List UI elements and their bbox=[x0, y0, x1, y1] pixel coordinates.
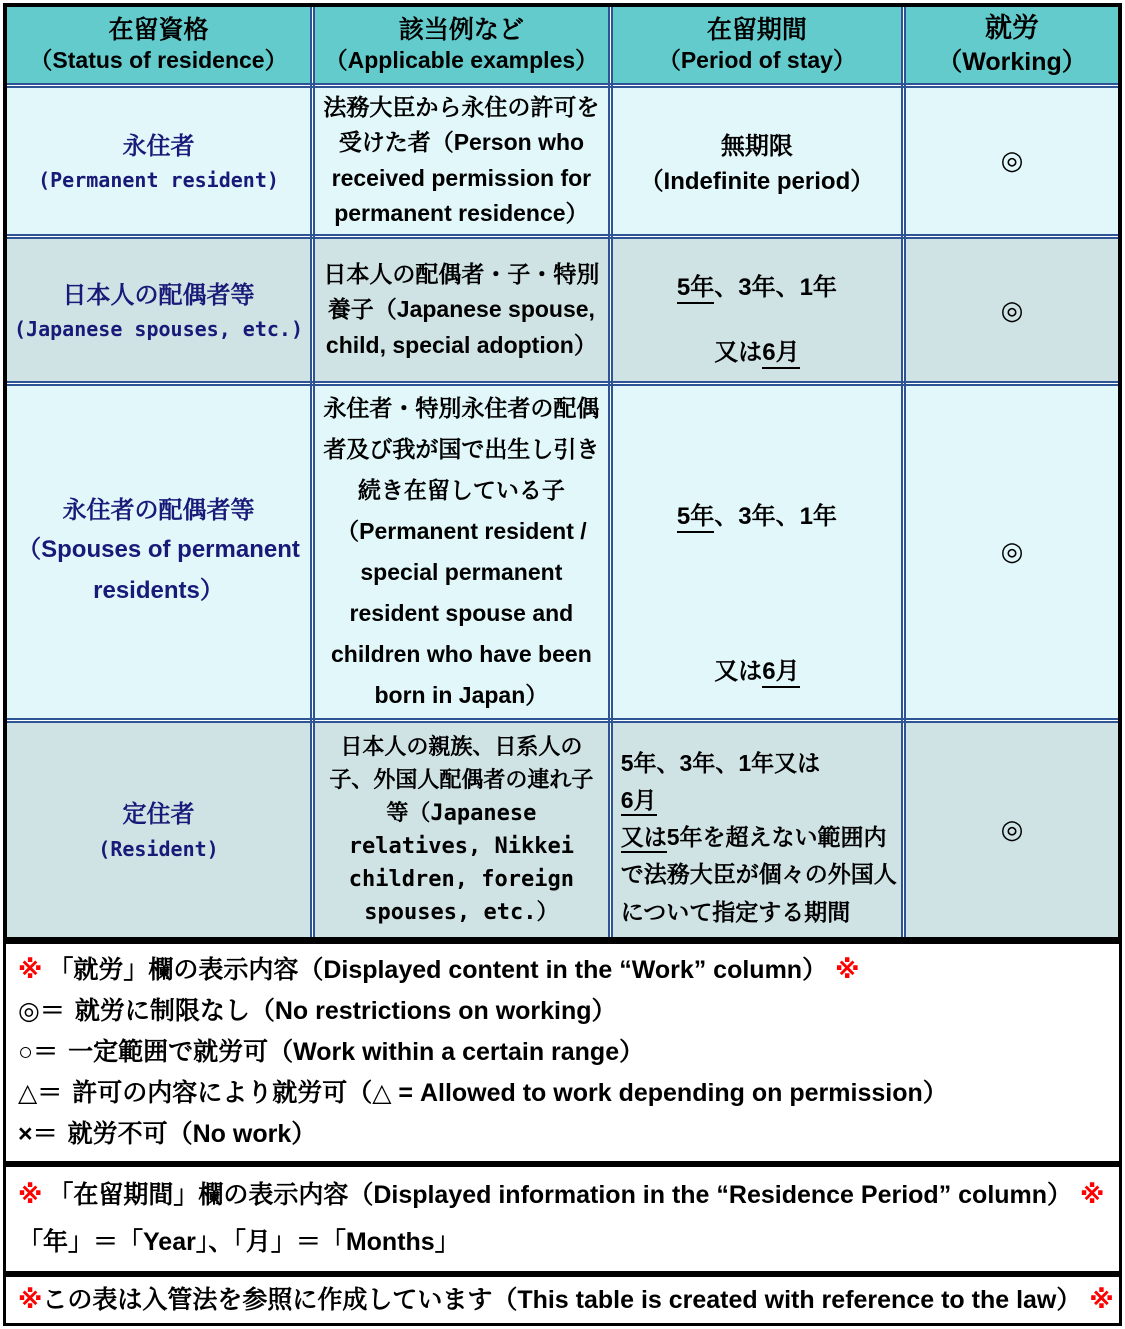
col-header-status bbox=[7, 7, 313, 85]
residence-status-table bbox=[3, 3, 1122, 941]
period-line bbox=[714, 332, 799, 367]
cell-working: ◎ bbox=[904, 85, 1118, 237]
row-permanent-resident bbox=[7, 85, 1118, 237]
header-status-en: （Status of residence） bbox=[29, 47, 288, 74]
cell-period bbox=[610, 720, 903, 937]
legend-item-triangle bbox=[18, 1073, 1107, 1114]
row-resident bbox=[7, 720, 1118, 937]
header-examples-ja: 該当例など bbox=[398, 15, 524, 44]
period-legend-title-text: 「在留期間」欄の表示内容（Displayed information in the “Residence Period” column） bbox=[48, 1180, 1073, 1209]
period-line: 無期限 bbox=[720, 132, 793, 160]
note-period-legend bbox=[3, 1164, 1122, 1274]
period-line bbox=[621, 782, 897, 819]
period-line bbox=[621, 745, 897, 782]
header-examples-en: （Applicable examples） bbox=[324, 47, 599, 74]
legend-symbol: △＝ bbox=[18, 1078, 63, 1107]
status-ja: 定住者 bbox=[122, 800, 195, 829]
period-text: 5年、3年、1年又は bbox=[620, 749, 821, 776]
reference-mark: ※ bbox=[18, 1285, 43, 1314]
work-legend-title-text: 「就労」欄の表示内容（Displayed content in the “Work” column） bbox=[48, 955, 828, 984]
col-header-working bbox=[904, 7, 1118, 85]
row-spouses-of-permanent-residents bbox=[7, 384, 1118, 721]
note-source bbox=[3, 1274, 1122, 1326]
col-header-examples bbox=[313, 7, 611, 85]
status-en: (Japanese spouses, etc.) bbox=[14, 317, 303, 342]
status-table bbox=[7, 7, 1118, 937]
period-legend-title bbox=[18, 1172, 1107, 1219]
cell-status bbox=[7, 85, 313, 237]
reference-mark: ※ bbox=[18, 955, 43, 984]
period-text: 又は bbox=[714, 339, 763, 367]
header-working-ja: 就労 bbox=[985, 12, 1040, 43]
header-period-ja: 在留期間 bbox=[706, 15, 807, 44]
cell-status bbox=[7, 384, 313, 721]
period-underlined: 5年 bbox=[677, 503, 714, 533]
cell-examples: 永住者・特別永住者の配偶者及び我が国で出生し引き続き在留している子（Permanent resident / special permanent resident spouse and children who have been born in Japan） bbox=[313, 384, 611, 721]
period-text: 、3年、1年 bbox=[714, 502, 837, 530]
cell-status bbox=[7, 720, 313, 937]
period-legend-line: 「年」＝「Year」、「月」＝「Months」 bbox=[18, 1227, 460, 1256]
legend-item-circle bbox=[18, 1032, 1107, 1073]
status-ja: 永住者の配偶者等 bbox=[62, 496, 255, 524]
status-en: (Permanent resident) bbox=[38, 167, 279, 192]
legend-item-cross bbox=[18, 1114, 1107, 1155]
header-working-en: （Working） bbox=[937, 48, 1087, 77]
status-en: (Resident) bbox=[98, 836, 219, 861]
reference-mark: ※ bbox=[1089, 1285, 1114, 1314]
reference-mark: ※ bbox=[18, 1180, 43, 1209]
col-header-period bbox=[610, 7, 903, 85]
note-work-legend bbox=[3, 941, 1122, 1164]
cell-period bbox=[610, 85, 903, 237]
period-line: （Indefinite period） bbox=[639, 167, 875, 195]
period-underlined: 6月 bbox=[621, 787, 657, 816]
period-underlined: 又は bbox=[621, 824, 667, 853]
period-text: 又は bbox=[714, 657, 763, 685]
reference-mark: ※ bbox=[1080, 1180, 1105, 1209]
period-underlined: 5年 bbox=[677, 274, 714, 304]
cell-examples: 法務大臣から永住の許可を受けた者（Person who received permission for permanent residence） bbox=[313, 85, 611, 237]
period-line bbox=[677, 267, 837, 302]
header-period-en: （Period of stay） bbox=[657, 47, 856, 74]
header-status-ja: 在留資格 bbox=[108, 15, 209, 44]
period-text: 、3年、1年 bbox=[714, 274, 837, 302]
cell-working: ◎ bbox=[904, 384, 1118, 721]
legend-text: 許可の内容により就労可（△ = Allowed to work depending on permission） bbox=[72, 1078, 948, 1107]
work-legend-title bbox=[18, 950, 1107, 991]
period-line bbox=[677, 496, 837, 531]
legend-text: 就労不可（No work） bbox=[67, 1119, 317, 1148]
period-underlined: 6月 bbox=[762, 658, 799, 688]
legend-text: 一定範囲で就労可（Work within a certain range） bbox=[68, 1037, 645, 1066]
status-ja: 日本人の配偶者等 bbox=[62, 280, 255, 309]
cell-period bbox=[610, 384, 903, 721]
cell-working: ◎ bbox=[904, 237, 1118, 384]
legend-symbol: ○＝ bbox=[18, 1037, 59, 1066]
cell-working: ◎ bbox=[904, 720, 1118, 937]
legend-symbol: ×＝ bbox=[18, 1119, 58, 1148]
cell-period bbox=[610, 237, 903, 384]
period-underlined: 6月 bbox=[762, 339, 799, 369]
source-line bbox=[18, 1281, 1114, 1319]
source-text: この表は入管法を参照に作成しています（This table is created with reference to the law） bbox=[42, 1285, 1082, 1314]
cell-examples: 日本人の配偶者・子・特別養子（Japanese spouse, child, special adoption） bbox=[313, 237, 611, 384]
cell-status bbox=[7, 237, 313, 384]
period-line bbox=[621, 819, 897, 931]
period-line bbox=[714, 651, 799, 686]
status-en: （Spouses of permanent residents） bbox=[17, 536, 300, 604]
status-ja: 永住者 bbox=[122, 131, 195, 160]
header-row bbox=[7, 7, 1118, 85]
row-japanese-spouses bbox=[7, 237, 1118, 384]
reference-mark: ※ bbox=[835, 955, 860, 984]
legend-symbol: ◎＝ bbox=[18, 996, 65, 1025]
period-text: 5年を超えない範囲内で法務大臣が個々の外国人について指定する期間 bbox=[620, 824, 897, 925]
legend-text: 就労に制限なし（No restrictions on working） bbox=[74, 996, 617, 1025]
legend-item-double-circle bbox=[18, 991, 1107, 1032]
cell-examples: 日本人の親族、日系人の子、外国人配偶者の連れ子等（Japanese relatives, Nikkei children, foreign spouses, etc.） bbox=[313, 720, 611, 937]
